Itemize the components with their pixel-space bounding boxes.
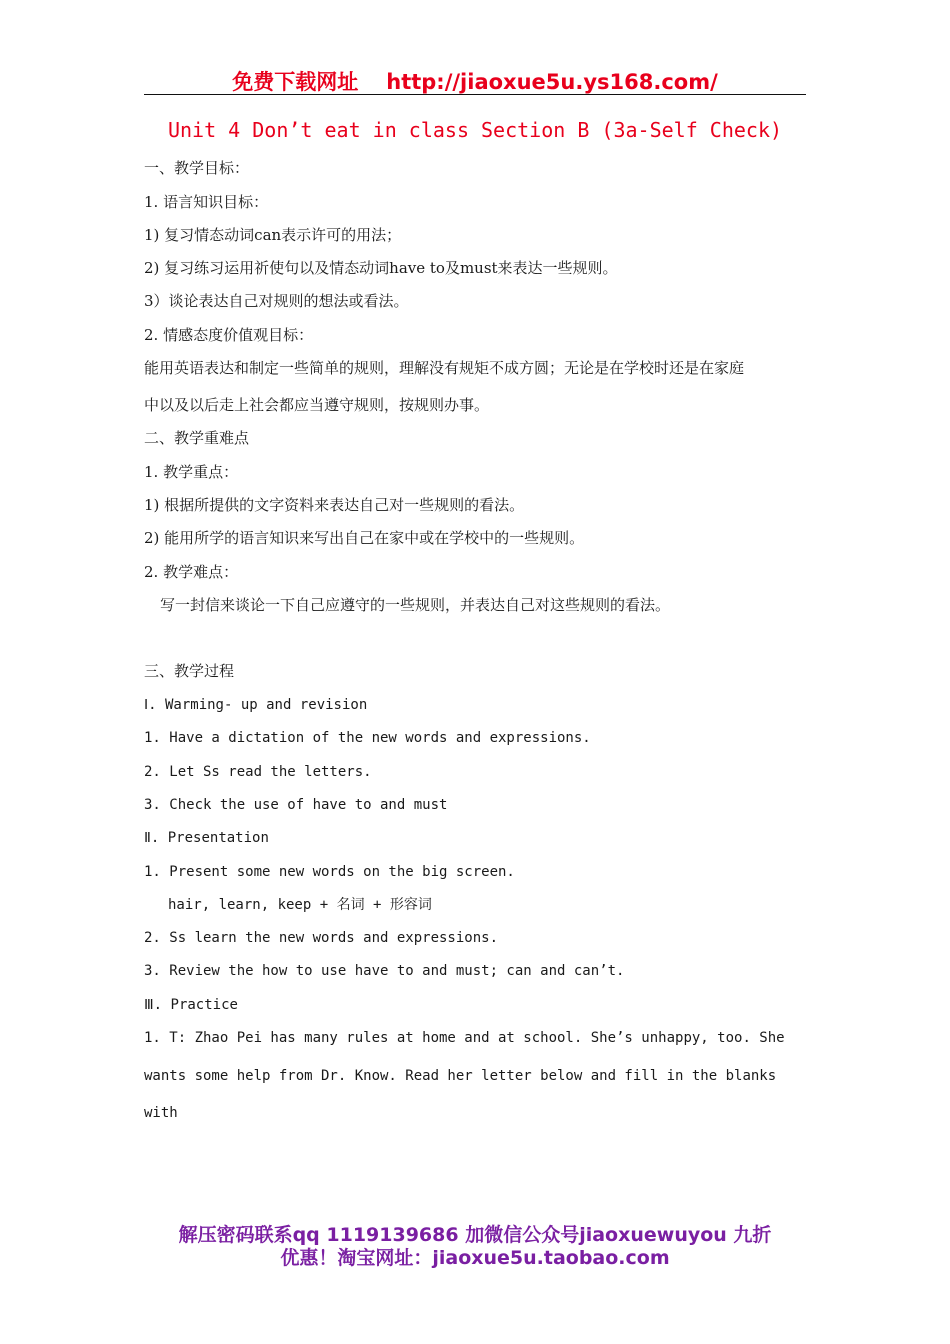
list-item: 2. Ss learn the new words and expressions.	[144, 930, 499, 946]
stage-heading-practice: Ⅲ. Practice	[144, 997, 238, 1013]
list-item: 3. Check the use of have to and must	[144, 797, 448, 813]
header-url-link[interactable]: http://jiaoxue5u.ys168.com/	[386, 70, 718, 94]
stage-heading-warming-up: Ⅰ. Warming- up and revision	[144, 697, 368, 713]
paragraph-line: 能用英语表达和制定一些简单的规则，理解没有规矩不成方圆；无论是在学校时还是在家庭	[144, 359, 745, 377]
footer-contact-line: 解压密码联系qq 1119139686 加微信公众号jiaoxuewuyou 九折	[178, 1224, 772, 1246]
vocabulary-line: hair, learn, keep + 名词 + 形容词	[168, 897, 432, 913]
list-item: 3. Review the how to use have to and must; can and can’t.	[144, 963, 625, 979]
stage-heading-presentation: Ⅱ. Presentation	[144, 830, 269, 846]
section-heading-objectives: 一、教学目标：	[144, 159, 250, 177]
subheading-attitude-goals: 2. 情感态度价值观目标：	[144, 326, 314, 344]
paragraph-line: with	[144, 1105, 178, 1121]
list-item: 2. Let Ss read the letters.	[144, 764, 372, 780]
list-item: 3）谈论表达自己对规则的想法或看法。	[144, 292, 409, 310]
list-item: 1. Present some new words on the big screen.	[144, 864, 515, 880]
section-heading-key-points: 二、教学重难点	[144, 429, 250, 447]
list-item: 2) 复习练习运用祈使句以及情态动词have to及must来表达一些规则。	[144, 259, 618, 277]
subheading-difficulties: 2. 教学难点：	[144, 563, 239, 581]
header-divider	[144, 94, 806, 95]
footer-shop-line: 优惠！淘宝网址：jiaoxue5u.taobao.com	[280, 1247, 670, 1269]
paragraph-line: 中以及以后走上社会都应当遵守规则，按规则办事。	[144, 396, 490, 414]
paragraph-line: 写一封信来谈论一下自己应遵守的一些规则，并表达自己对这些规则的看法。	[160, 596, 671, 614]
list-item: 1) 复习情态动词can表示许可的用法；	[144, 226, 402, 244]
subheading-key-points: 1. 教学重点：	[144, 463, 239, 481]
list-item: 1. Have a dictation of the new words and expressions.	[144, 730, 591, 746]
header-banner	[0, 66, 950, 96]
list-item: 1) 根据所提供的文字资料来表达自己对一些规则的看法。	[144, 496, 525, 514]
paragraph-line: wants some help from Dr. Know. Read her letter below and fill in the blanks	[144, 1068, 777, 1084]
section-heading-process: 三、教学过程	[144, 662, 235, 680]
header-label: 免费下载网址	[232, 70, 359, 94]
document-title: Unit 4 Don’t eat in class Section B (3a-Self Check)	[167, 118, 783, 142]
paragraph-line: 1. T: Zhao Pei has many rules at home and at school. She’s unhappy, too. She	[144, 1030, 785, 1046]
list-item: 2) 能用所学的语言知识来写出自己在家中或在学校中的一些规则。	[144, 529, 585, 547]
subheading-knowledge-goals: 1. 语言知识目标：	[144, 193, 269, 211]
